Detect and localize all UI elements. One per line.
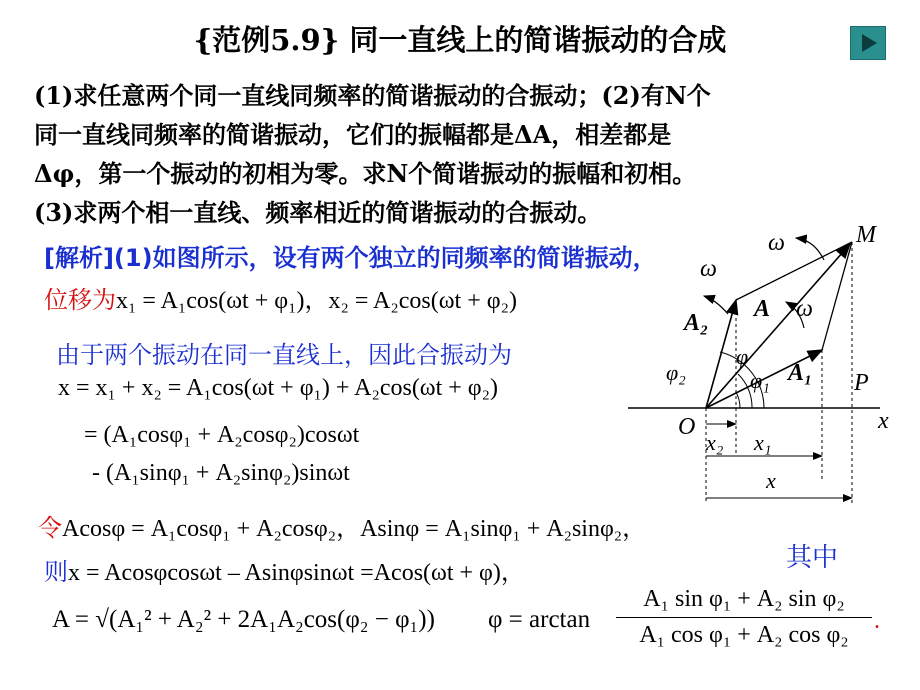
analysis-intro: [解析](1)如图所示，设有两个独立的同频率的简谐振动，: [44, 244, 657, 272]
label-vector-a: A: [754, 296, 771, 322]
label-x: x: [766, 468, 776, 493]
page-title: {范例5.9} 同一直线上的简谐振动的合成: [193, 23, 727, 57]
play-triangle-icon: [851, 27, 885, 59]
label-omega-3: ω: [796, 296, 813, 322]
label-vector-a2: A₂: [684, 310, 709, 336]
label-x1: x₁: [754, 430, 772, 455]
label-phi1: φ₁: [750, 368, 770, 393]
phase-numerator: A₁ sin φ₁ + A₂ sin φ₂: [616, 586, 872, 618]
angle-arc-phi1: [736, 392, 740, 408]
label-x2: x₂: [706, 430, 724, 455]
displacement-label: 位移为: [44, 286, 116, 314]
expand-line-2: - (A₁sinφ₁ + A₂sinφ₂)sinωt: [92, 460, 350, 486]
displacement-line: [44, 280, 517, 315]
displacement-formula: x₁ = A₁cos(ωt + φ₁)，x₂ = A₂cos(ωt + φ₂): [116, 288, 517, 314]
phasor-diagram: [628, 218, 918, 508]
label-phi2: φ₂: [666, 360, 686, 385]
next-slide-button[interactable]: [850, 26, 886, 60]
label-m: M: [856, 222, 876, 248]
label-x-axis: x: [878, 408, 889, 434]
then-formula: x = Acosφcosωt – Asinφsinωt =Acos(ωt + φ)，: [68, 560, 525, 586]
parallelogram-top: [736, 242, 852, 300]
where-label: 其中: [786, 543, 839, 573]
then-line: [44, 552, 525, 587]
label-omega-1: ω: [768, 230, 785, 256]
problem-statement: [34, 76, 711, 232]
end-dot: .: [874, 608, 880, 634]
rotation-arrow-a: [796, 238, 824, 260]
problem-line-3: Δφ，第一个振动的初相为零。求N个简谐振动的振幅和初相。: [34, 159, 697, 188]
label-o: O: [678, 414, 696, 440]
label-phi: φ: [736, 344, 749, 369]
phase-formula-lhs: φ = arctan: [488, 606, 591, 633]
let-label: 令: [38, 514, 62, 542]
problem-line-4: (3)求两个相一直线、频率相近的简谐振动的合振动。: [34, 198, 602, 227]
problem-line-1: (1)求任意两个同一直线同频率的简谐振动的合振动；(2)有N个: [34, 81, 711, 110]
label-p: P: [854, 370, 869, 396]
sum-equation: x = x₁ + x₂ = A₁cos(ωt + φ₁) + A₂cos(ωt + φ₂): [58, 375, 499, 401]
let-line: [38, 508, 646, 543]
let-formula: Acosφ = A₁cosφ₁ + A₂cosφ₂，Asinφ = A₁sinφ₁ + A₂sinφ₂，: [62, 516, 647, 542]
since-text: 由于两个振动在同一直线上，因此合振动为: [56, 341, 512, 369]
amplitude-formula: A = √(A₁² + A₂² + 2A₁A₂cos(φ₂ − φ₁)): [52, 606, 435, 633]
phase-fraction: [616, 586, 872, 649]
problem-line-2: 同一直线同频率的简谐振动，它们的振幅都是ΔA，相差都是: [34, 120, 672, 149]
then-label: 则: [44, 558, 68, 586]
expand-line-1: = (A₁cosφ₁ + A₂cosφ₂)cosωt: [84, 422, 360, 448]
label-omega-2: ω: [700, 256, 717, 282]
phase-denominator: A₁ cos φ₁ + A₂ cos φ₂: [639, 622, 849, 648]
label-vector-a1: A₁: [788, 360, 813, 386]
